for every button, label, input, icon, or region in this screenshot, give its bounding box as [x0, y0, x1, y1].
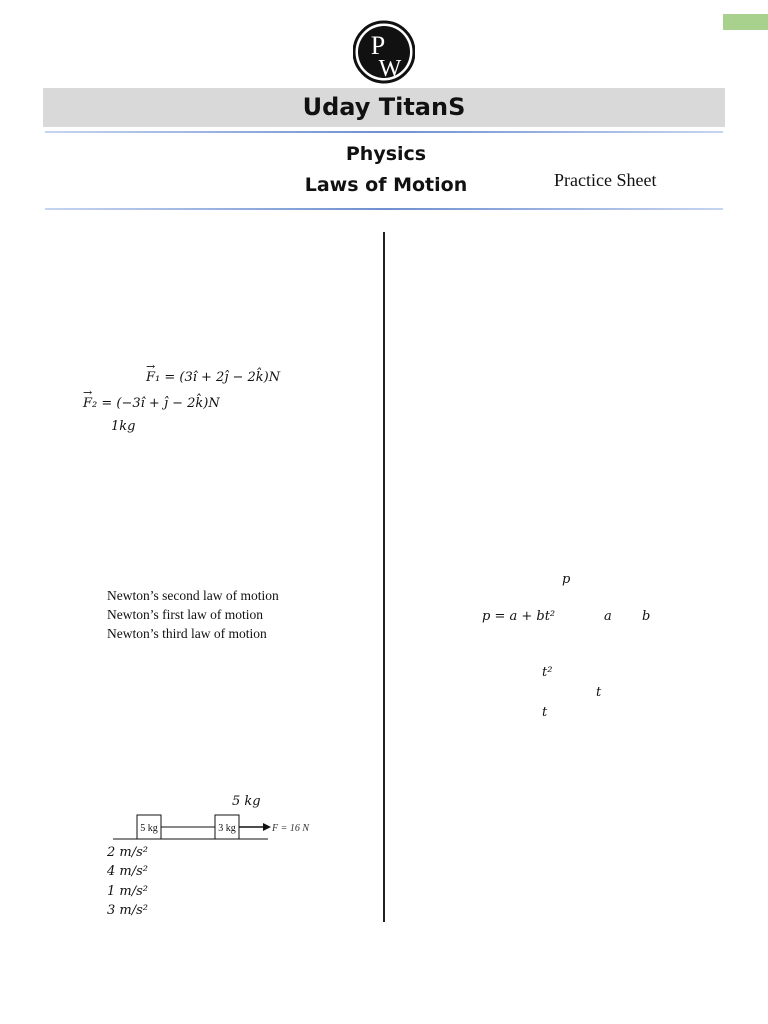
law-option-2: Newton’s first law of motion: [107, 607, 263, 622]
law-option-1: Newton’s second law of motion: [107, 588, 279, 603]
t-squared: t²: [542, 665, 553, 680]
header-rule-bottom: [45, 208, 723, 210]
constant-a: a: [604, 609, 612, 624]
accel-option-2: 4 m/s²: [107, 864, 148, 879]
logo-p: P: [370, 31, 386, 60]
momentum-symbol: p: [562, 572, 571, 587]
law-option-3: Newton’s third law of motion: [107, 626, 267, 641]
time-variable-2: t: [542, 705, 548, 720]
force-f1: → F₁ = (3î + 2ĵ − 2k̂)N: [146, 370, 280, 385]
mass-value: 1kg: [111, 419, 136, 434]
blocks-figure: [113, 812, 323, 844]
force-arrow-head: [263, 823, 271, 831]
accel-option-4: 3 m/s²: [107, 903, 148, 918]
corner-tab: [723, 14, 768, 30]
block-3kg-label: 3 kg: [218, 823, 236, 834]
subject-heading: Physics: [345, 143, 427, 165]
constant-b: b: [642, 609, 651, 624]
accel-option-3: 1 m/s²: [107, 884, 148, 899]
pw-logo: [353, 20, 415, 84]
momentum-equation: p = a + bt²: [482, 609, 556, 624]
chapter-heading: Laws of Motion: [304, 174, 468, 196]
force-label: F = 16 N: [272, 823, 310, 834]
title-band: [43, 88, 725, 127]
column-divider: [383, 232, 385, 922]
header-rule-top: [45, 131, 723, 133]
sheet-type-label: Practice Sheet: [554, 170, 657, 190]
block-5kg-label: 5 kg: [140, 823, 158, 834]
force-f2: → F₂ = (−3î + ĵ − 2k̂)N: [83, 396, 220, 411]
logo-w: W: [378, 56, 402, 82]
time-variable-1: t: [596, 685, 602, 700]
block-mass-label: 5 kg: [232, 794, 261, 809]
accel-option-1: 2 m/s²: [107, 845, 148, 860]
batch-title: Uday TitanS: [302, 93, 466, 121]
